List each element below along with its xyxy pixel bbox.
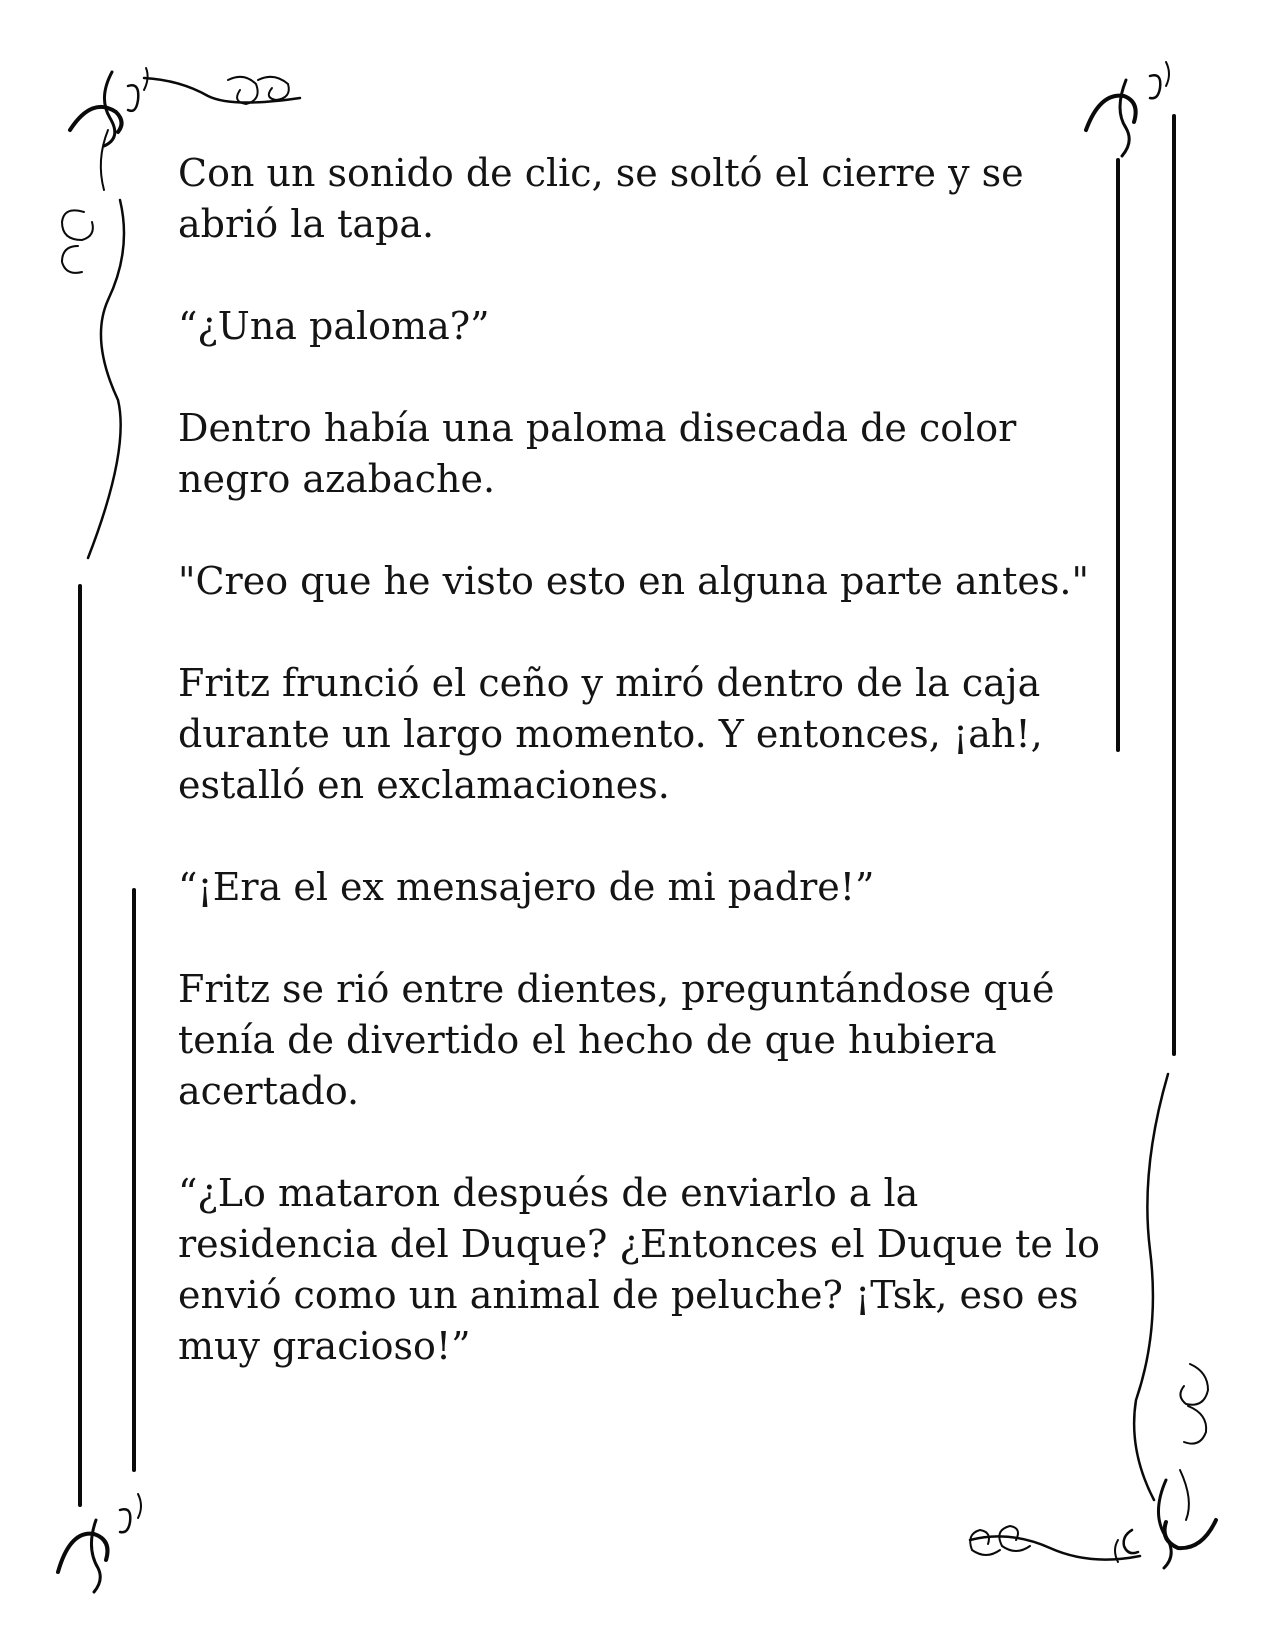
flourish-bottom-left-icon [58,1494,141,1592]
paragraph: "Creo que he visto esto en alguna parte antes." [178,559,1089,603]
paragraph: “¿Lo mataron después de enviarlo a la residencia del Duque? ¿Entonces el Duque te lo envió como un animal de peluche? ¡Tsk, eso es muy gracioso!” [178,1171,1100,1368]
paragraph: Dentro había una paloma disecada de color negro azabache. [178,406,1017,501]
paragraph: Con un sonido de clic, se soltó el cierre y se abrió la tapa. [178,151,1024,246]
paragraph: Fritz se rió entre dientes, preguntándose qué tenía de divertido el hecho de que hubiera acertado. [178,967,1055,1113]
paragraph: “¡Era el ex mensajero de mi padre!” [178,865,875,909]
paragraph: “¿Una paloma?” [178,304,490,348]
paragraph: Fritz frunció el ceño y miró dentro de la caja durante un largo momento. Y entonces, ¡ah!, estalló en exclamaciones. [178,661,1043,807]
story-text [178,148,1108,1423]
flourish-top-right-icon [1086,62,1169,156]
